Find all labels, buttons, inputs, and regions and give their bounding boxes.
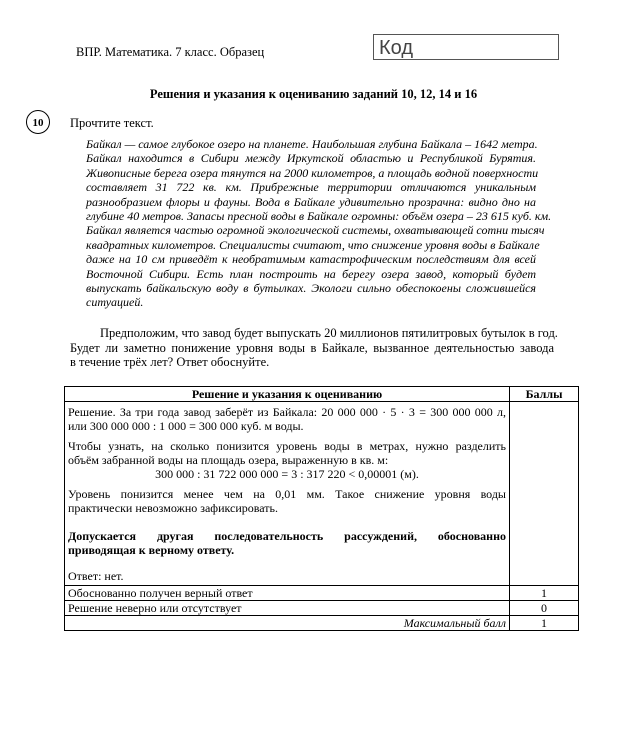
code-field[interactable]: Код [373,34,559,60]
passage-line: составляет 31 722 кв. км. Прибрежные территории отличаются уникальным [86,180,536,195]
passage-text [86,137,552,310]
passage-line: глубине 40 метров. Запасы пресной воды в Байкале огромны: объём озера – 23 615 куб. км. [86,209,552,224]
max-score-label: Максимальный балл [65,616,510,631]
grading-table [64,386,579,631]
solution-note: приводящая к верному ответу. [68,543,235,557]
question-line: в течение трёх лет? Ответ обоснуйте. [70,355,270,370]
criterion-score: 0 [510,601,579,616]
passage-line: Байкал находится в Сибири между Иркутской областью и Республикой Бурятия. [86,151,536,166]
header-score: Баллы [510,387,579,402]
table-row [65,601,579,616]
solution-answer: Ответ: нет. [68,569,124,583]
table-row [65,586,579,601]
solution-note: Допускается другая последовательность рассуждений, обоснованно [68,529,506,543]
passage-line: Восточной Сибири. Есть план построить на берегу озера завод, который будет [86,266,536,281]
question-line: Будет ли заметно понижение уровня воды в Байкале, вызванное деятельностью завода [70,340,554,355]
page-title: Решения и указания к оцениванию заданий 10, 12, 14 и 16 [149,87,478,101]
passage-line: Байкал — самое глубокое озеро на планете. Наибольшая глубина Байкала – 1642 метра. [86,137,538,151]
solution-row [65,402,579,586]
criterion-label: Решение неверно или отсутствует [65,601,510,616]
solution-line: объём забранной воды на площадь озера, выраженную в кв. м: [68,453,389,467]
passage-line: квадратных километров. Специалисты считают, что снижение уровня воды в Байкале [86,237,540,252]
max-score-row [65,616,579,631]
header-solution: Решение и указания к оцениванию [65,387,510,402]
solution-line: Решение. За три года завод заберёт из Байкала: 20 000 000 · 5 · 3 = 300 000 000 л, [68,405,506,419]
passage-line: разнообразием флоры и фауны. Вода в Байкале удивительно прозрачна: видно дно на [86,194,536,209]
table-header-row [65,387,579,402]
passage-line: выпускать байкальскую воду в бутылках. Экологи сильно обеспокоены сложившейся [86,281,536,296]
question-text [70,326,558,370]
passage-line: даже на 10 см приведёт к необратимым катастрофическим последствиям для всей [86,252,536,267]
solution-line: практически невозможно зафиксировать. [68,501,279,515]
document-header: ВПР. Математика. 7 класс. Образец [76,45,265,59]
solution-score-cell [510,402,579,586]
solution-line: Чтобы узнать, на сколько понизится уровень воды в метрах, нужно разделить [68,439,506,453]
max-score-value: 1 [510,616,579,631]
task-number-badge: 10 [26,110,50,134]
passage-line: Байкал является частью огромной экологической системы, охватывающей сотни тысяч [86,223,545,238]
solution-formula: 300 000 : 31 722 000 000 = 3 : 317 220 < 0,00001 (м). [155,467,419,481]
task-intro: Прочтите текст. [70,116,154,130]
solution-cell [65,402,510,586]
solution-line: или 300 000 000 : 1 000 = 300 000 куб. м воды. [68,419,304,433]
criterion-label: Обоснованно получен верный ответ [65,586,510,601]
question-line: Предположим, что завод будет выпускать 20 миллионов пятилитровых бутылок в год. [100,326,558,340]
criterion-score: 1 [510,586,579,601]
solution-line: Уровень понизится менее чем на 0,01 мм. Такое снижение уровня воды [68,487,506,501]
passage-line: Живописные берега озера тянутся на 2000 километров, а площадь водной поверхности [86,165,539,180]
passage-line: ситуацией. [86,295,144,310]
